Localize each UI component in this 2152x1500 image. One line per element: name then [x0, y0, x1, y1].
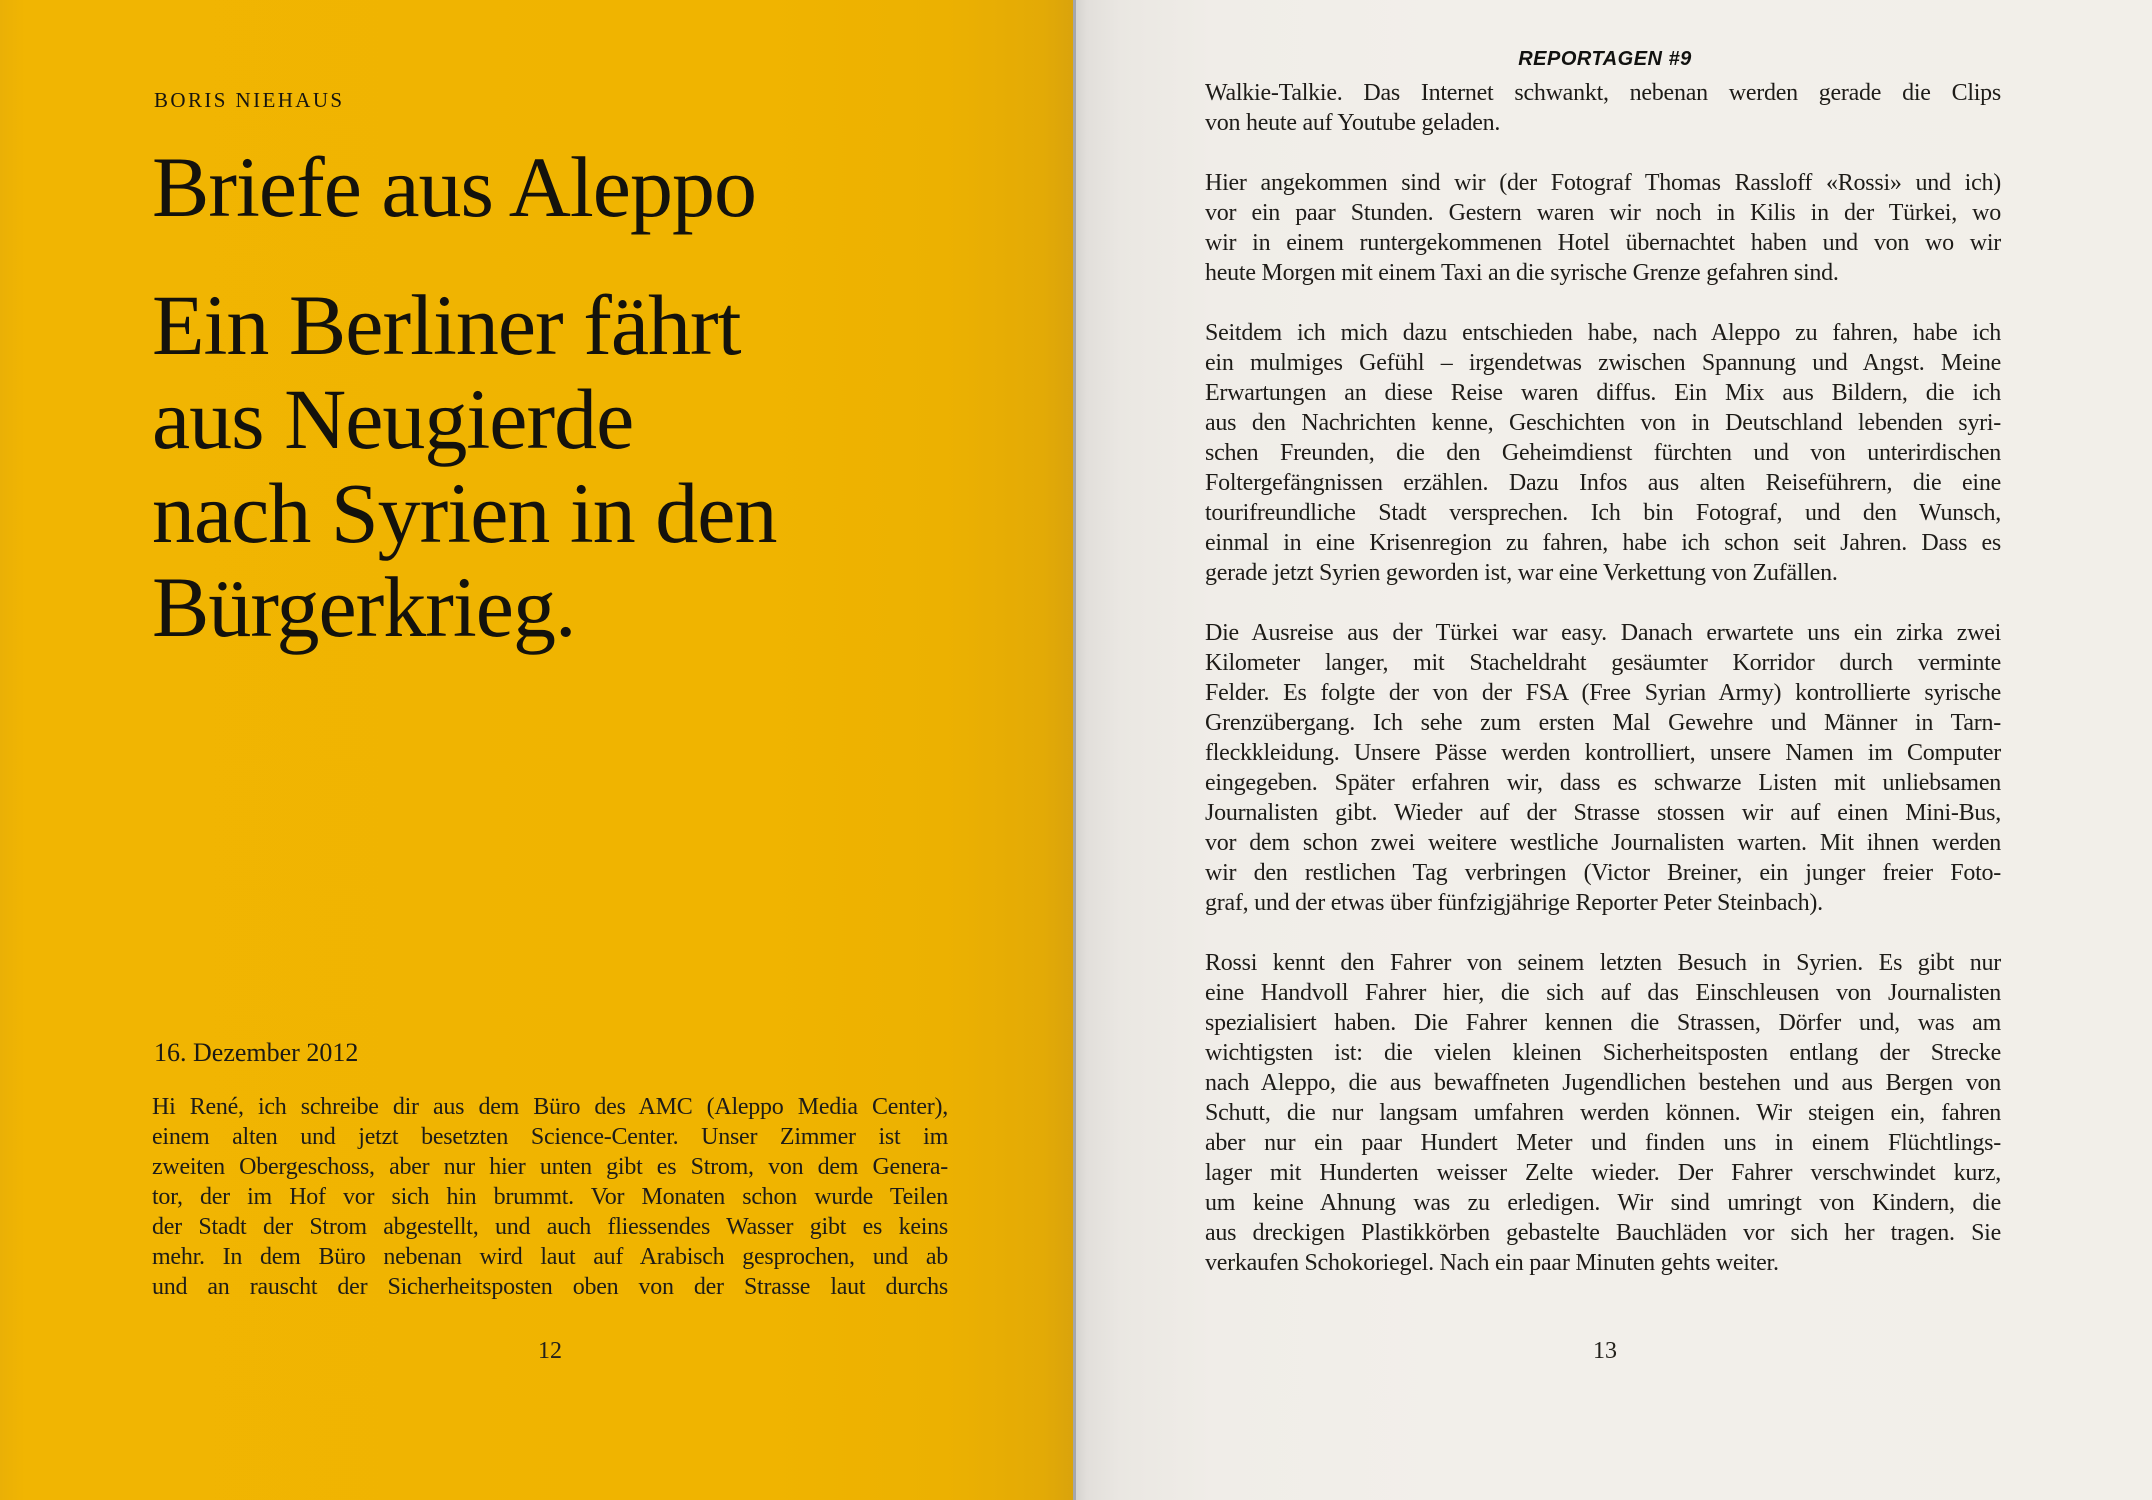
text-line: Hi René, ich schreibe dir aus dem Büro des AMC (Aleppo Media Center), — [152, 1094, 948, 1120]
text-line: um keine Ahnung was zu erledigen. Wir sind umringt von Kindern, die — [1205, 1190, 2001, 1216]
paragraph — [1205, 168, 2001, 288]
text-line: und an rauscht der Sicherheitsposten oben von der Strasse laut durchs — [152, 1274, 948, 1300]
text-line: ein mulmiges Gefühl – irgendetwas zwischen Spannung und Angst. Meine — [1205, 350, 2001, 376]
right-body-text — [1205, 78, 2001, 1278]
text-line: fleckkleidung. Unsere Pässe werden kontrolliert, unsere Namen im Computer — [1205, 740, 2001, 766]
text-line: spezialisiert haben. Die Fahrer kennen die Strassen, Dörfer und, was am — [1205, 1010, 2001, 1036]
right-page — [1075, 0, 2152, 1500]
article-title-block — [152, 140, 1032, 234]
text-line: Grenzübergang. Ich sehe zum ersten Mal Gewehre und Männer in Tarn- — [1205, 710, 2001, 736]
text-line: aus dreckigen Plastikkörben gebastelte Bauchläden vor sich her tragen. Sie — [1205, 1220, 2001, 1246]
text-line: gerade jetzt Syrien geworden ist, war eine Verkettung von Zufällen. — [1205, 560, 1838, 586]
text-line: von heute auf Youtube geladen. — [1205, 110, 1501, 136]
text-line: Felder. Es folgte der von der FSA (Free Syrian Army) kontrollierte syrische — [1205, 680, 2001, 706]
text-line: vor dem schon zwei weitere westliche Journalisten warten. Mit ihnen werden — [1205, 830, 2001, 856]
text-line: Foltergefängnissen erzählen. Dazu Infos aus alten Reiseführern, die eine — [1205, 470, 2001, 496]
text-line: tor, der im Hof vor sich hin brummt. Vor Monaten schon wurde Teilen — [152, 1184, 948, 1210]
text-line: mehr. In dem Büro nebenan wird laut auf Arabisch gesprochen, und ab — [152, 1244, 948, 1270]
text-line: Journalisten gibt. Wieder auf der Strasse stossen wir auf einen Mini-Bus, — [1205, 800, 2001, 826]
subtitle-line: Bürgerkrieg. — [152, 559, 576, 655]
paragraph — [1205, 78, 2001, 138]
text-line: Kilometer langer, mit Stacheldraht gesäumter Korridor durch verminte — [1205, 650, 2001, 676]
text-line: eine Handvoll Fahrer hier, die sich auf das Einschleusen von Journalisten — [1205, 980, 2001, 1006]
text-line: tourifreundliche Stadt versprechen. Ich bin Fotograf, und den Wunsch, — [1205, 500, 2001, 526]
subtitle-line: nach Syrien in den — [152, 465, 777, 561]
text-line: aber nur ein paar Hundert Meter und finden uns in einem Flüchtlings- — [1205, 1130, 2001, 1156]
left-page — [0, 0, 1075, 1500]
page-gutter-divider — [1073, 0, 1076, 1500]
subtitle-line: Ein Berliner fährt — [152, 277, 741, 373]
paragraph — [1205, 618, 2001, 918]
text-line: Walkie-Talkie. Das Internet schwankt, nebenan werden gerade die Clips — [1205, 80, 2001, 106]
running-header: REPORTAGEN #9 — [1518, 48, 1692, 70]
text-line: Hier angekommen sind wir (der Fotograf Thomas Rassloff «Rossi» und ich) — [1205, 170, 2001, 196]
left-body-text — [152, 1092, 948, 1302]
text-line: wichtigsten ist: die vielen kleinen Sicherheitsposten entlang der Strecke — [1205, 1040, 2001, 1066]
text-line: der Stadt der Strom abgestellt, und auch fliessendes Wasser gibt es keins — [152, 1214, 948, 1240]
text-line: nach Aleppo, die aus bewaffneten Jugendlichen bestehen und aus Bergen von — [1205, 1070, 2001, 1096]
text-line: Die Ausreise aus der Türkei war easy. Danach erwartete uns ein zirka zwei — [1205, 620, 2001, 646]
page-number-left: 12 — [538, 1338, 562, 1364]
text-line: Erwartungen an diese Reise waren diffus. Ein Mix aus Bildern, die ich — [1205, 380, 2001, 406]
text-line: heute Morgen mit einem Taxi an die syrische Grenze gefahren sind. — [1205, 260, 1839, 286]
letter-date: 16. Dezember 2012 — [154, 1038, 359, 1067]
text-line: wir den restlichen Tag verbringen (Victor Breiner, ein junger freier Foto- — [1205, 860, 2001, 886]
subtitle-line: aus Neugierde — [152, 371, 634, 467]
paragraph — [1205, 948, 2001, 1278]
text-line: wir in einem runtergekommenen Hotel übernachtet haben und von wo wir — [1205, 230, 2001, 256]
text-line: einem alten und jetzt besetzten Science-Center. Unser Zimmer ist im — [152, 1124, 948, 1150]
text-line: lager mit Hunderten weisser Zelte wieder. Der Fahrer verschwindet kurz, — [1205, 1160, 2001, 1186]
text-line: Seitdem ich mich dazu entschieden habe, nach Aleppo zu fahren, habe ich — [1205, 320, 2001, 346]
text-line: Rossi kennt den Fahrer von seinem letzten Besuch in Syrien. Es gibt nur — [1205, 950, 2001, 976]
text-line: Schutt, die nur langsam umfahren werden können. Wir steigen ein, fahren — [1205, 1100, 2001, 1126]
page-number-right: 13 — [1593, 1338, 1617, 1364]
text-line: schen Freunden, die den Geheimdienst fürchten und von unterirdischen — [1205, 440, 2001, 466]
paragraph — [1205, 318, 2001, 588]
text-line: einmal in eine Krisenregion zu fahren, habe ich schon seit Jahren. Dass es — [1205, 530, 2001, 556]
text-line: vor ein paar Stunden. Gestern waren wir noch in Kilis in der Türkei, wo — [1205, 200, 2001, 226]
author-name: BORIS NIEHAUS — [154, 88, 345, 112]
text-line: zweiten Obergeschoss, aber nur hier unten gibt es Strom, von dem Genera- — [152, 1154, 948, 1180]
article-subtitle — [152, 278, 1052, 654]
article-title: Briefe aus Aleppo — [152, 139, 756, 235]
text-line: graf, und der etwas über fünfzigjährige Reporter Peter Steinbach). — [1205, 890, 1823, 916]
paragraph — [152, 1092, 948, 1302]
text-line: verkaufen Schokoriegel. Nach ein paar Minuten gehts weiter. — [1205, 1250, 1779, 1276]
text-line: eingegeben. Später erfahren wir, dass es schwarze Listen mit unliebsamen — [1205, 770, 2001, 796]
text-line: aus den Nachrichten kenne, Geschichten von in Deutschland lebenden syri- — [1205, 410, 2001, 436]
